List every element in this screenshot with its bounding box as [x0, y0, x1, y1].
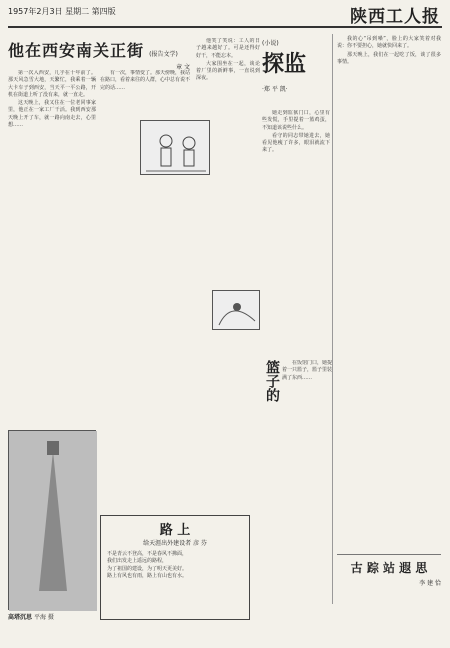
- poem-body: [101, 547, 249, 584]
- story3-headline: [262, 38, 332, 108]
- side-byline: 李 建 恰: [419, 580, 441, 587]
- caption-text: 高塔沉思: [8, 614, 33, 621]
- story4-col: [282, 360, 332, 480]
- poem-byline: 彦 芬: [193, 540, 207, 547]
- story1-title: 他在西安南关正街: [8, 41, 145, 60]
- story3-tag: (小说): [262, 40, 279, 47]
- side-title: 古 踪 站 遐 思: [350, 561, 428, 575]
- tower-photo-icon: [9, 431, 97, 611]
- story1-byline: 章 文: [176, 64, 190, 71]
- story2-col: [196, 38, 260, 418]
- poem-line-1: 不是青云不登高，不是春风不拂面，: [107, 551, 188, 557]
- story1-p1: 第一次入西安，几乎在十年前了。那天风急雪大地，天繁忙，我乘着一辆大卡车子到西安，当天平一平公路，开机在街道上听了没有来，就一直走。: [8, 70, 96, 98]
- story2-p1: 他笑了笑说：工人的日子越来越好了。可是还得好好干，不能忘本。: [196, 38, 260, 59]
- story3-p1: 她走到监狱门口，心里有些发慌，手里提着一篮鸡蛋，不知道该说些什么。: [262, 110, 330, 131]
- poem-title: 路 上: [159, 523, 191, 538]
- story4-headline: [262, 360, 280, 430]
- story1-col1: [8, 70, 96, 420]
- side-p1: 我的心“吊到嗓”，脸上的大家笑着对我说：你不要担心，她就快回来了。: [337, 36, 441, 50]
- story3-title: 探监: [262, 51, 307, 77]
- photo-caption: [8, 612, 128, 621]
- poem-subtitle: [101, 538, 249, 547]
- story3-byline: ·郑 平 凯·: [262, 86, 288, 93]
- poem-line-3: 为了祖国的建设，为了明天更美好。: [107, 565, 188, 572]
- small-cartoon: [212, 290, 260, 330]
- poem-box: [100, 515, 250, 620]
- story3-p2: 看守的同志带她进去，她看见他瘦了许多，眼泪就流下来了。: [262, 132, 330, 154]
- side-headline: [337, 554, 441, 594]
- poem-line-4: 路上有风也有雨，路上有山也有水。: [107, 572, 188, 579]
- right-sidebar: [332, 34, 444, 604]
- issue-date: 1957年2月3日 星期二 第四版: [8, 7, 116, 16]
- small-cartoon-icon: [213, 291, 261, 331]
- story4-title: 篮子的: [264, 360, 280, 402]
- photo: [8, 430, 96, 610]
- story1-p2: 这天晚上，我又住在一位老同事家里，他正在一家工厂干活。我到西安那天晚上开了车，就一路向南走去，心里想……: [8, 100, 96, 129]
- page-header: [8, 2, 442, 28]
- caption-credit: 平海 摄: [33, 614, 54, 621]
- story4-p1: 在饭馆门口，她提着一只篮子，篮子里装满了东西……: [282, 360, 332, 381]
- story1-tag: (报告文学): [149, 51, 178, 58]
- poem-line-2: 我们出发走上遥远的路程，: [107, 558, 168, 565]
- story1-p3: 有一次，事情变了。那天傍晚，我站在路口，看着来往的人群，心中总有说不完的话……: [100, 70, 190, 91]
- side-text: [337, 36, 441, 536]
- story2-p2: 大家围坐在一起，谈论着厂里的新鲜事，一直说到深夜。: [196, 60, 260, 82]
- side-p2: 那天晚上，我们在一起吃了饭，谈了很多事情。: [337, 51, 441, 65]
- poem-subtitle-text: 给天涯出外建设者: [143, 540, 192, 547]
- masthead: 陕西工人报: [350, 7, 440, 27]
